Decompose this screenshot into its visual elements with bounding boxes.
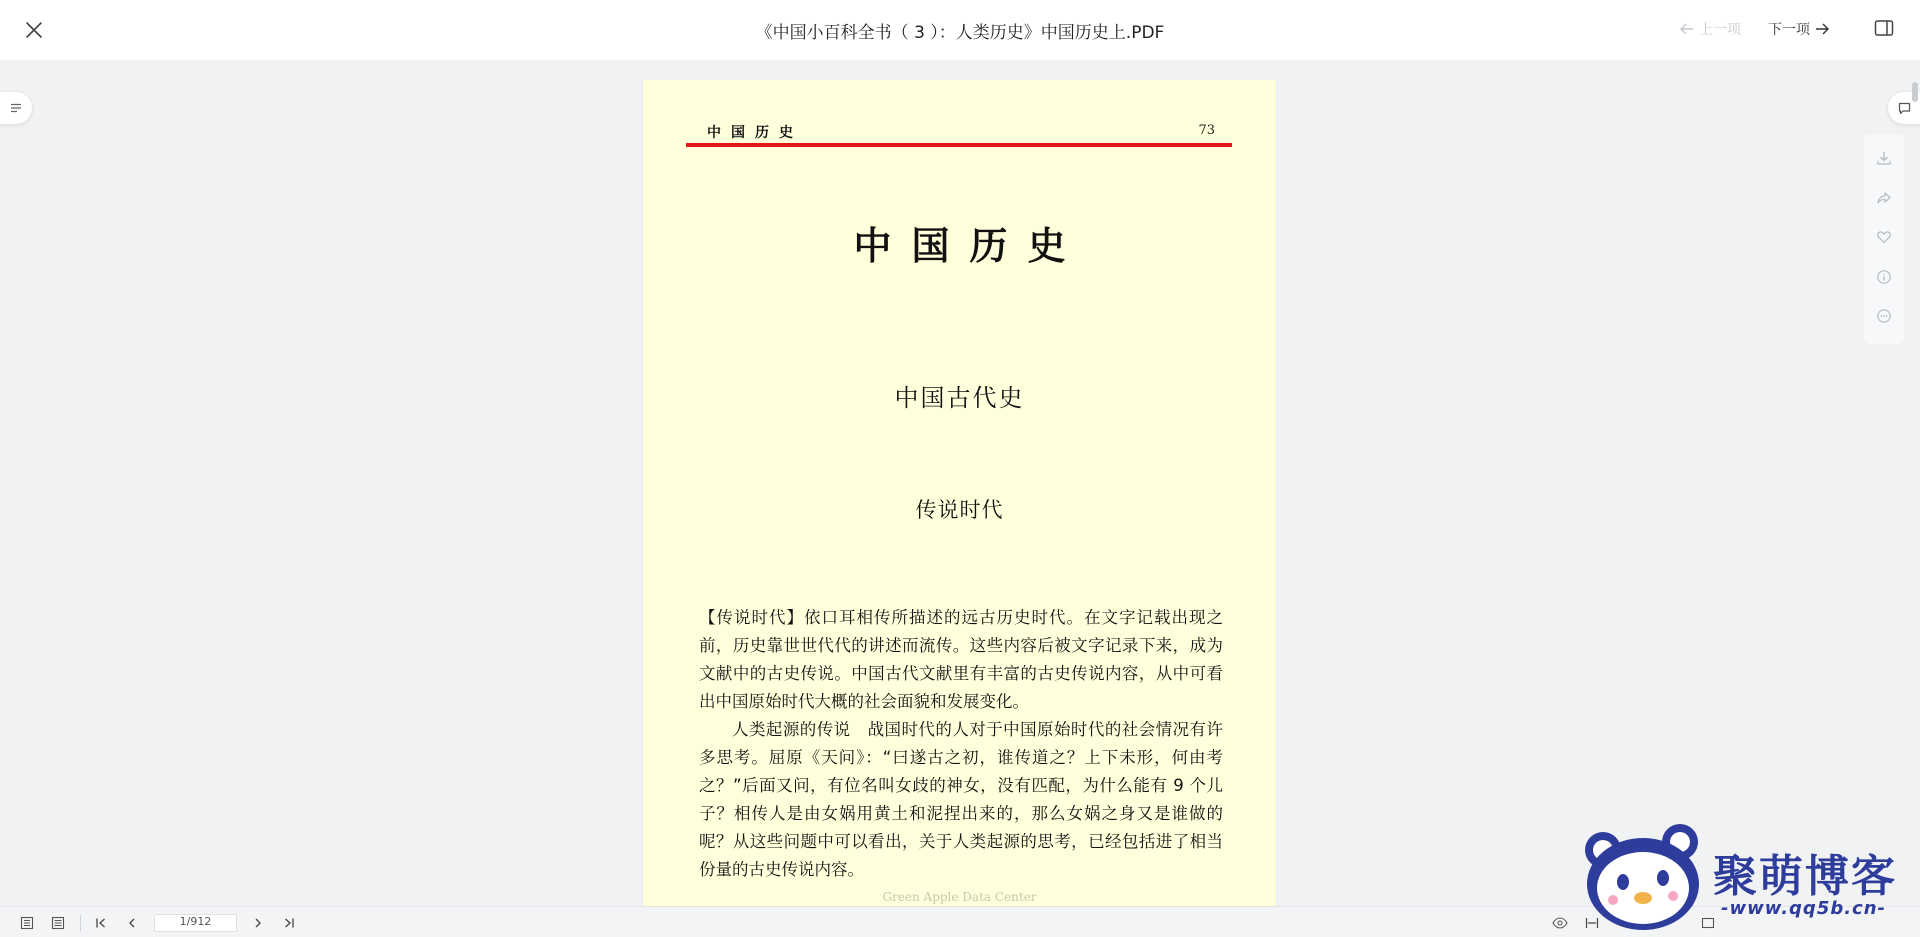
document-viewer[interactable] (0, 80, 1920, 906)
body-text (699, 604, 1223, 884)
info-button[interactable] (1874, 267, 1894, 287)
page-indicator-input[interactable]: 1/912 (154, 914, 237, 932)
download-icon (1876, 150, 1892, 166)
page-footer: Green Apple Data Center (882, 890, 1037, 904)
outline-icon (10, 103, 22, 113)
previous-page-button[interactable] (124, 915, 140, 931)
outline-view-button[interactable] (50, 915, 66, 931)
document-title: 《中国小百科全书（ 3 ）：人类历史》中国历史上.PDF (755, 23, 1165, 43)
bottom-toolbar (0, 906, 1920, 937)
chapter-title: 中国历史 (853, 224, 1086, 268)
fit-width-icon (1585, 916, 1599, 930)
share-icon (1876, 190, 1892, 206)
share-button[interactable] (1874, 188, 1894, 208)
watermark-brand: 聚萌博客 (1713, 851, 1897, 902)
comment-icon (1898, 102, 1911, 115)
subsection-title: 传说时代 (915, 498, 1004, 522)
paragraph: 人类起源的传说 战国时代的人对于中国原始时代的社会情况有许多思考。屈原《天问》：“曰遂古之初，谁传道之？上下未形，何由考之？”后面又问，有位名叫女歧的神女，没有匹配，为什么能有 9 个儿子？相传人是由女娲用黄土和泥捏出来的，那么女娲之身又是谁做的呢？从这些问题中可以看出，关于人类起源的思考，已经包括进了相当份量的古史传说内容。 (699, 720, 1223, 879)
top-bar (0, 0, 1920, 60)
first-page-button[interactable] (93, 915, 109, 931)
chevron-right-icon (252, 917, 264, 929)
side-panel-icon (1874, 19, 1894, 37)
eye-icon (1552, 916, 1568, 930)
previous-item-label: 上一项 (1699, 22, 1741, 38)
heart-icon (1876, 229, 1892, 245)
tool-rail (1864, 134, 1904, 344)
info-icon (1876, 269, 1892, 285)
download-button[interactable] (1874, 148, 1894, 168)
arrow-right-icon (1815, 23, 1829, 35)
thumbnail-icon (20, 916, 34, 930)
favorite-button[interactable] (1874, 227, 1894, 247)
outline-list-icon (51, 916, 65, 930)
fit-page-button[interactable] (1700, 915, 1716, 931)
divider (80, 915, 81, 931)
fit-page-icon (1701, 916, 1715, 930)
side-panel-toggle-button[interactable] (1874, 19, 1896, 41)
header-rule (686, 143, 1232, 147)
section-title: 中国古代史 (894, 384, 1025, 412)
next-item-button[interactable] (1768, 19, 1829, 39)
outline-toggle-button[interactable] (0, 92, 32, 124)
last-page-icon (283, 917, 295, 929)
view-mode-button[interactable] (1552, 915, 1568, 931)
paragraph: 【传说时代】依口耳相传所描述的远古历史时代。在文字记载出现之前，历史靠世世代代的讲述而流传。这些内容后被文字记录下来，成为文献中的古史传说。中国古代文献里有丰富的古史传说内容，从中可看出中国原始时代大概的社会面貌和发展变化。 (699, 608, 1223, 711)
previous-item-button[interactable] (1680, 19, 1741, 39)
chevron-left-icon (126, 917, 138, 929)
next-item-label: 下一项 (1768, 22, 1810, 38)
thumbnail-view-button[interactable] (19, 915, 35, 931)
next-page-button[interactable] (250, 915, 266, 931)
scrollbar-thumb[interactable] (1912, 82, 1918, 102)
more-button[interactable] (1874, 306, 1894, 326)
last-page-button[interactable] (281, 915, 297, 931)
more-icon (1876, 308, 1892, 324)
page-number: 73 (1198, 123, 1215, 138)
running-header: 中国历史 (707, 125, 803, 141)
fit-width-button[interactable] (1584, 915, 1600, 931)
first-page-icon (95, 917, 107, 929)
arrow-left-icon (1680, 23, 1694, 35)
watermark-url: -www.qq5b.cn- (1721, 898, 1887, 919)
pdf-page (643, 80, 1276, 906)
